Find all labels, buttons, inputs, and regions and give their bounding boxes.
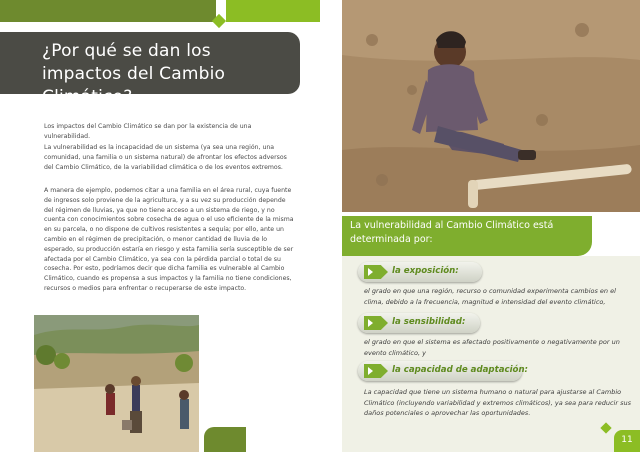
play-icon xyxy=(368,319,373,327)
factor-sensitivity-pill xyxy=(358,313,480,333)
page-title: ¿Por qué se dan los impactos del Cambio Climático? xyxy=(42,41,226,107)
right-page xyxy=(320,0,640,452)
vulnerability-heading: La vulnerabilidad al Cambio Climático está determinada por: xyxy=(350,220,554,245)
photo-child-soil xyxy=(342,0,640,212)
factor-exposure-text: el grado en que una región, recurso o comunidad experimenta cambios en el clima, debido a la frecuencia, magnitud e intensidad del evento climático, xyxy=(364,287,616,306)
factor-label: la capacidad de adaptación: xyxy=(392,365,528,375)
page-number: 11 xyxy=(614,430,640,452)
paragraph-intro: Los impactos del Cambio Climático se dan por la existencia de una vulnerabilidad. xyxy=(44,123,252,140)
paragraph-example: A manera de ejemplo, podemos citar a una familia en el área rural, cuya fuente de ingresos solo proviene de la agricultura, y a su vez su producción depende del régimen de lluvias, ya que no tiene acceso a un sistema de riego, y no cuenta con conocimientos sobre cosecha de agua o el uso eficiente de la misma en su parcela, o no dispone de cultivos resistentes a sequía; por ello, ante un cambio en el régimen de precipitación, o menor cantidad de lluvia de lo esperado, su producción estaría en riesgo y esta familia sería susceptible de ser afectada por el Cambio Climático, ya sea con la pérdida parcial o total de su cosecha. Por esto, podríamos decir que dicha familia es vulnerable al Cambio Climático, cuando es propensa a sus impactos y la familia no tiene condiciones, recursos o medios para enfrentar o recuperarse de este impacto. xyxy=(44,187,294,292)
factor-label: la sensibilidad: xyxy=(392,317,466,327)
factor-adaptation-text: La capacidad que tiene un sistema humano o natural para ajustarse al Cambio Climático (incluyendo variabilidad y extremos climáticos), ya sea para reducir sus daños potenciales o aprovechar las oportunidades. xyxy=(364,388,631,417)
top-decor-bar-green xyxy=(226,0,320,22)
play-icon xyxy=(368,367,373,375)
corner-decor xyxy=(204,427,246,452)
paragraph-definition: La vulnerabilidad es la incapacidad de un sistema (ya sea una región, una comunidad, una familia o un sistema natural) de afrontar los efectos adversos del Cambio Climático, de la variabilidad climática o de los eventos extremos. xyxy=(44,144,287,171)
photo-children-field xyxy=(34,315,199,452)
top-decor-bar xyxy=(0,0,216,22)
factor-sensitivity-text: el grado en que el sistema es afectado positivamente o negativamente por un evento climático, y xyxy=(364,338,620,357)
play-icon xyxy=(368,268,373,276)
factor-exposure-pill xyxy=(358,262,482,282)
factor-label: la exposición: xyxy=(392,266,459,276)
factor-adaptation-pill xyxy=(358,361,528,381)
